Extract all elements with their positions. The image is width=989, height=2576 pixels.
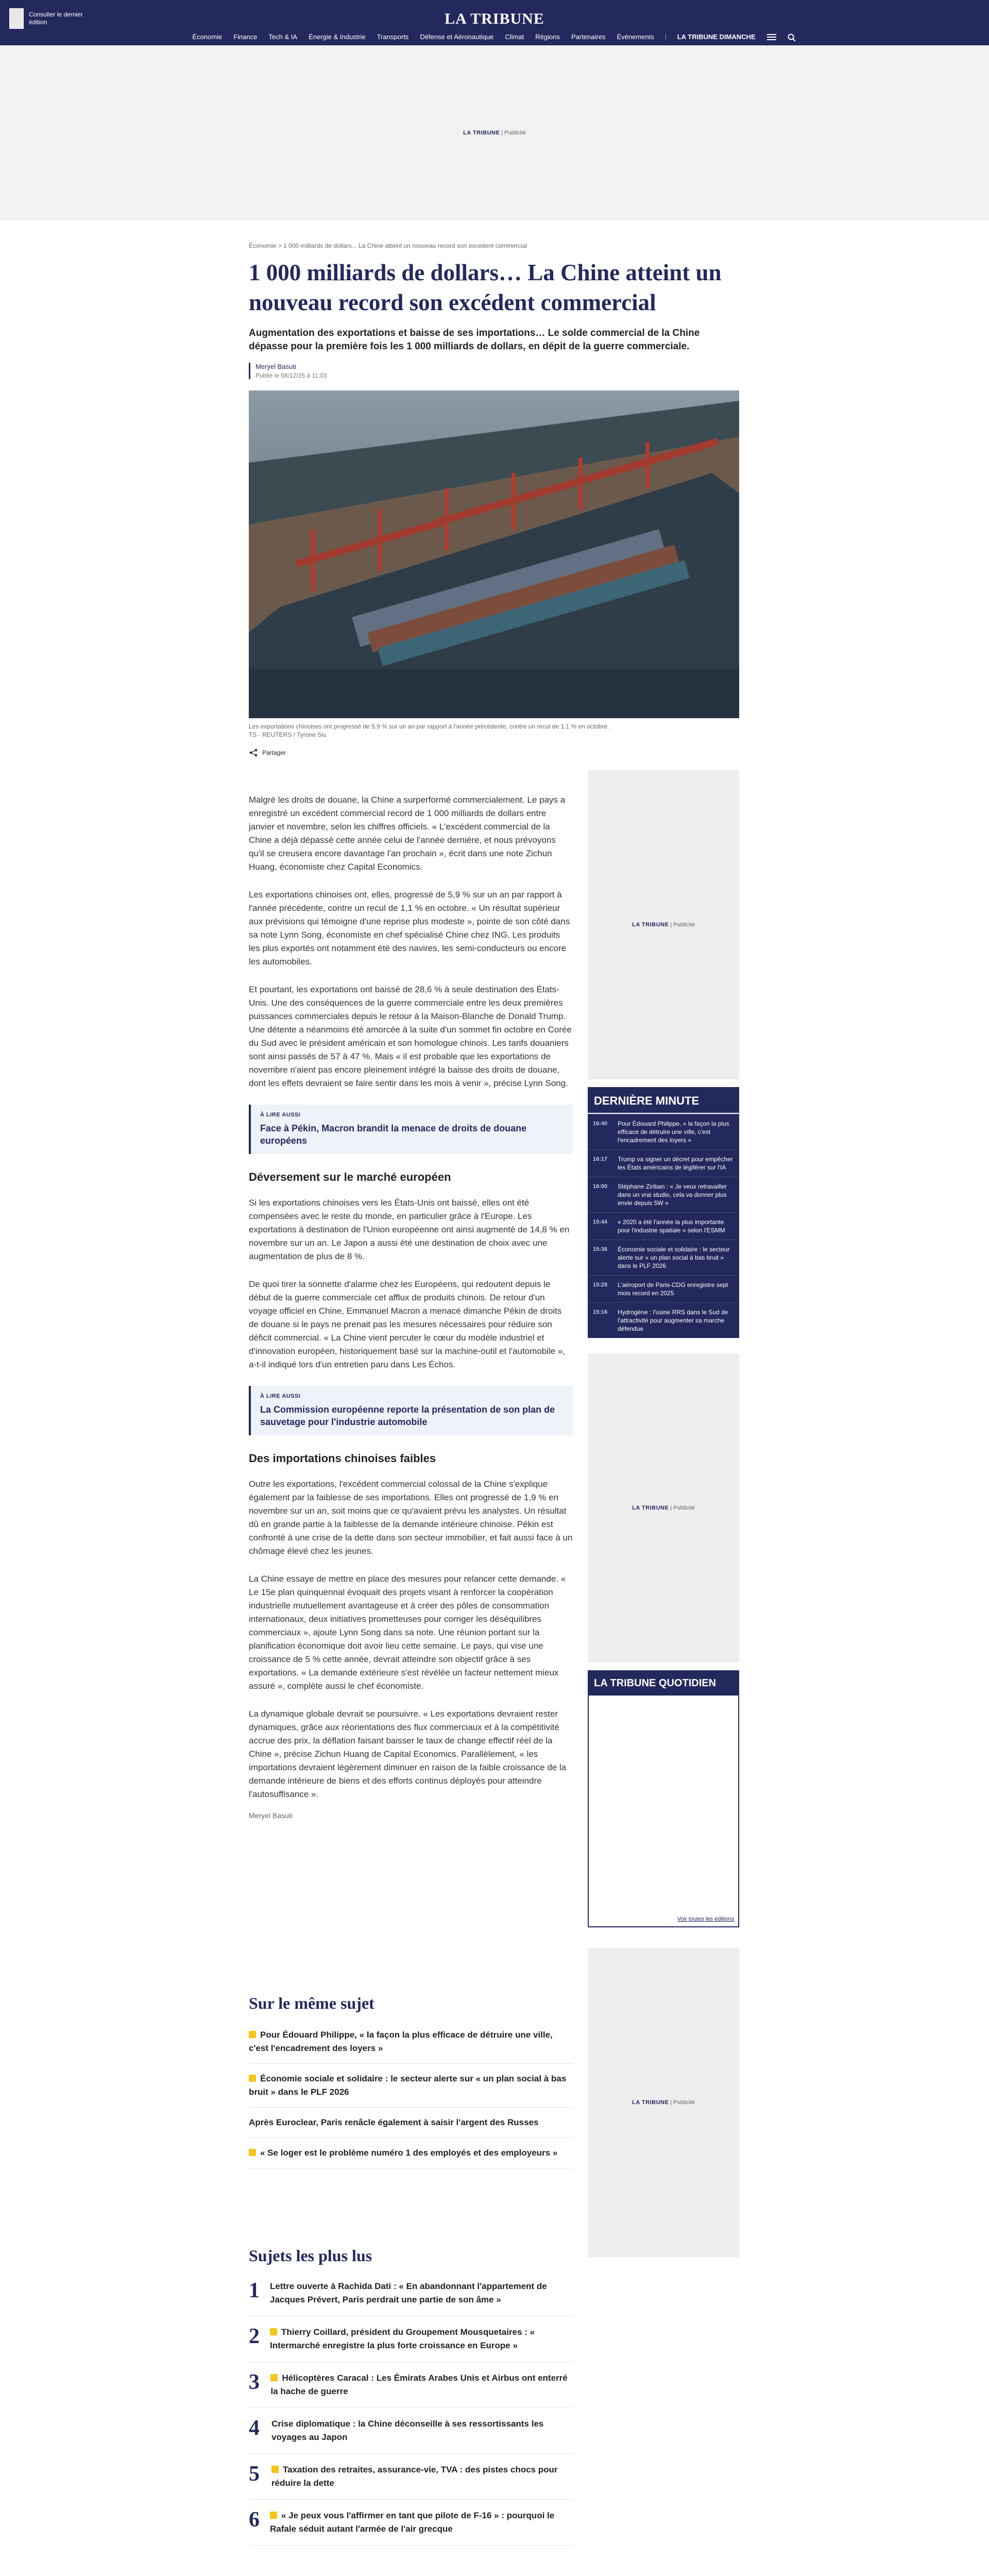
article-body (249, 793, 573, 1820)
ad-brand: LA TRIBUNE (463, 130, 500, 136)
latest-news-title: DERNIÈRE MINUTE (588, 1087, 739, 1114)
related-article[interactable] (249, 2108, 573, 2138)
latest-news-item[interactable] (588, 1212, 739, 1240)
newsletter-preview (589, 1696, 738, 1912)
ad-brand: LA TRIBUNE (632, 2099, 669, 2106)
share-label: Partager (262, 749, 286, 756)
share-icon (249, 748, 258, 757)
related-title: Sur le même sujet (249, 1994, 374, 2012)
paragraph: Outre les exportations, l'excédent commercial colossal de la Chine s'explique également par la faiblesse de ses importations. Elles ont progressé de 1,9 % en novembre sur un an, soit moins que ce qu'avaient prévu les analystes. Un résultat dû en grande partie à la faiblesse de la demande intérieure chinoise. Pékin est confronté à une crise de la dette dans son secteur immobilier, et fait aussi face à un chômage élevé chez les jeunes. (249, 1479, 573, 1556)
nav-item-5[interactable]: Défense et Aéronautique (420, 33, 494, 41)
image-caption (249, 722, 739, 739)
most-read-item[interactable] (249, 2362, 573, 2408)
rank-number: 1 (249, 2279, 260, 2302)
related-article-title[interactable]: Économie sociale et solidaire : le secteur alerte sur « un plan social à bas bruit » dans le PLF 2026 (249, 2074, 567, 2097)
nav-item-10[interactable]: LA TRIBUNE DIMANCHE (677, 33, 756, 41)
most-read-headline[interactable]: Thierry Coillard, président du Groupement Mousquetaires : « Intermarché enregistre la plus forte croissance en Europe » (270, 2327, 535, 2350)
paragraph: Malgré les droits de douane, la Chine a surperformé commercialement. Le pays a enregistré un excédent commercial record de 1 000 milliards de dollars entre janvier et novembre, selon les chiffres officiels. « L'excédent commercial de la Chine a déjà dépassé cette année celui de l'année dernière, et nous prévoyons qu'il se creusera encore davantage l'an prochain », écrit dans une note Zichun Huang, économiste chez Capital Economics. (249, 795, 566, 872)
rank-number: 5 (249, 2462, 260, 2486)
ad-brand: LA TRIBUNE (632, 922, 669, 928)
most-read-headline[interactable]: Hélicoptères Caracal : Les Émirats Arabes Unis et Airbus ont enterré la hache de guerre (270, 2373, 568, 2396)
news-time: 15:28 (593, 1282, 608, 1288)
read-also-title[interactable]: Face à Pékin, Macron brandit la menace de droits de douane européens (260, 1123, 527, 1146)
latest-news-item[interactable] (588, 1177, 739, 1212)
article-header (249, 242, 739, 757)
newsletter-panel (588, 1670, 739, 1927)
related-article[interactable] (249, 2064, 573, 2108)
section-heading: Des importations chinoises faibles (249, 1452, 436, 1465)
nav-item-7[interactable]: Régions (535, 33, 560, 41)
most-read-headline[interactable]: « Je peux vous l'affirmer en tant que pilote de F-16 » : pourquoi le Rafale séduit autant l'armée de l'air grecque (270, 2511, 555, 2534)
news-headline[interactable]: Trump va signer un décret pour empêcher les États américains de légiférer sur l'IA (618, 1156, 733, 1171)
most-read-title[interactable] (270, 2509, 573, 2536)
nav-item-2[interactable]: Tech & IA (268, 33, 298, 41)
paragraph: Si les exportations chinoises vers les États-Unis ont baissé, elles ont été compensées avec le reste du monde, en particulier grâce à l'Europe. Les exportations à destination de l'Union européenne ont ainsi augmenté de 14,8 % en novembre sur un an. Le Japon a aussi été une destination de choix avec une augmentation de plus de 8 %. (249, 1198, 570, 1261)
related-article-title[interactable]: Pour Édouard Philippe, « la façon la plus efficace de détruire une ville, c'est l'encadrement des loyers » (249, 2030, 553, 2053)
all-editions-link[interactable]: Voir toutes les éditions (677, 1916, 734, 1922)
sidebar-ad: LA TRIBUNE | Publicité (588, 770, 739, 1079)
nav-item-6[interactable]: Climat (505, 33, 524, 41)
rank-number: 2 (249, 2325, 260, 2348)
premium-badge-icon (270, 2512, 277, 2519)
related-article[interactable] (249, 2020, 573, 2064)
paragraph: La dynamique globale devrait se poursuivre. « Les exportations devraient rester dynamiques, grâce aux réorientations des flux commerciaux et à la compétitivité accrue des prix, la déflation faisant baisser le taux de change effectif réel de la Chine », précise Zichun Huang de Capital Economics. Parallèlement, « les importations devraient légèrement diminuer en raison de la faible croissance de la demande intérieure de biens et des efforts continus déployés pour atteindre l'autosuffisance ». (249, 1709, 567, 1799)
nav-item-1[interactable]: Finance (233, 33, 258, 41)
read-also-kicker: À LIRE AUSSI (260, 1112, 301, 1118)
related-article-title[interactable]: « Se loger est le problème numéro 1 des employés et des employeurs » (260, 2148, 558, 2158)
most-read-title[interactable] (270, 2326, 573, 2352)
ad-label: Publicité (673, 1505, 695, 1511)
premium-badge-icon (249, 2075, 256, 2082)
article-author-footer[interactable]: Meryel Basuti (249, 1811, 293, 1820)
ad-label: Publicité (673, 2099, 695, 2106)
premium-badge-icon (249, 2149, 256, 2156)
paragraph: De quoi tirer la sonnette d'alarme chez les Européens, qui redoutent depuis le début de la guerre commerciale cet afflux de produits chinois. De retour d'un voyage officiel en Chine, Emmanuel Macron a menacé dimanche Pékin de droits de douane si le pays ne prenait pas les mesures nécessaires pour réduire son déficit commercial. « La Chine vient percuter le cœur du modèle industriel et d'innovation européen, historiquement basé sur la machine-outil et l'automobile », a-t-il indiqué lors d'un entretien paru dans Les Échos. (249, 1279, 566, 1369)
ad-label: Publicité (673, 922, 695, 928)
sidebar-ad: LA TRIBUNE | Publicité (588, 1948, 739, 2257)
article-title: 1 000 milliards de dollars… La Chine atteint un nouveau record son excédent commercial (249, 260, 722, 315)
premium-badge-icon (249, 2031, 256, 2038)
latest-news-item[interactable] (588, 1114, 739, 1149)
site-header (0, 0, 989, 45)
newsletter-title: LA TRIBUNE QUOTIDIEN (589, 1671, 738, 1696)
related-article[interactable] (249, 2138, 573, 2168)
site-logo[interactable]: LA TRIBUNE (445, 10, 544, 27)
most-read-section (249, 2246, 573, 2546)
ad-label: Publicité (504, 130, 526, 136)
most-read-item[interactable] (249, 2454, 573, 2500)
byline (249, 363, 739, 379)
rank-number: 6 (249, 2508, 260, 2532)
hero-image (249, 391, 739, 718)
most-read-title: Sujets les plus lus (249, 2246, 372, 2265)
search-icon[interactable] (788, 33, 797, 41)
photo-credit: TS - REUTERS / Tyrone Siu (249, 731, 327, 738)
read-also-box[interactable] (249, 1386, 573, 1435)
rank-number: 4 (249, 2416, 260, 2440)
most-read-title[interactable] (270, 2371, 573, 2398)
latest-news-panel (588, 1087, 739, 1338)
most-read-title[interactable] (271, 2417, 573, 2444)
sidebar (588, 770, 739, 2257)
premium-badge-icon (270, 2328, 277, 2335)
read-also-title[interactable]: La Commission européenne reporte la présentation de son plan de sauvetage pour l'industrie automobile (260, 1404, 555, 1427)
latest-news-item[interactable] (588, 1275, 739, 1302)
news-time: 16:40 (593, 1121, 608, 1127)
author-name[interactable]: Meryel Basuti (255, 363, 296, 370)
nav-item-4[interactable]: Transports (377, 33, 409, 41)
ad-brand: LA TRIBUNE (632, 1505, 669, 1511)
nav-item-8[interactable]: Partenaires (571, 33, 606, 41)
most-read-item[interactable] (249, 2316, 573, 2362)
publish-date: Publié le 08/12/25 à 11:03 (255, 372, 327, 379)
related-article-title[interactable]: Après Euroclear, Paris renâcle également à saisir l'argent des Russes (249, 2117, 539, 2127)
share-button[interactable] (249, 748, 739, 757)
read-also-box[interactable] (249, 1105, 573, 1154)
top-ad: LA TRIBUNE | Publicité (0, 45, 989, 221)
news-headline[interactable]: « 2020 a été l'année la plus importante pour l'industrie spatiale » selon l'ESMM (618, 1218, 725, 1234)
nav-item-9[interactable]: Évènements (617, 33, 654, 41)
most-read-item[interactable] (249, 2500, 573, 2546)
news-time: 16:00 (593, 1183, 608, 1190)
premium-badge-icon (270, 2374, 278, 2381)
news-time: 15:44 (593, 1219, 608, 1225)
premium-badge-icon (271, 2466, 279, 2473)
paragraph: Et pourtant, les exportations ont baissé de 28,6 % à seule destination des États-Unis. Une des conséquences de la guerre commerciale entre les deux premières puissances commerciales depuis le retour à la Maison-Blanche de Donald Trump. Une détente a néanmoins été amorcée à la suite d'un sommet fin octobre en Corée du Sud avec le président américain et son homologue chinois. Les tarifs douaniers sont ainsi passés de 57 à 47 %. Mais « il est probable que les exportations de novembre n'aient pas encore pleinement intégré la baisse des droits de douane, dont les effets devraient se faire sentir dans les mois à venir », précise Lynn Song. (249, 985, 572, 1088)
latest-news-item[interactable] (588, 1240, 739, 1275)
most-read-headline[interactable]: Taxation des retraites, assurance-vie, TVA : des pistes chocs pour réduire la dette (271, 2465, 558, 2488)
news-headline[interactable]: Pour Édouard Philippe, « la façon la plus efficace de détruire une ville, c'est l'encadrement des loyers » (618, 1120, 729, 1144)
nav-item-0[interactable]: Économie (192, 33, 223, 41)
news-time: 15:16 (593, 1309, 608, 1315)
most-read-item[interactable] (249, 2270, 573, 2316)
news-time: 15:36 (593, 1246, 608, 1252)
latest-news-item[interactable] (588, 1149, 739, 1177)
most-read-headline[interactable]: Lettre ouverte à Rachida Dati : « En abandonnant l'appartement de Jacques Prévert, Paris perdrait une partie de son âme » (270, 2281, 547, 2304)
most-read-headline[interactable]: Crise diplomatique : la Chine déconseille à ses ressortissants les voyages au Japon (271, 2419, 544, 2442)
sidebar-ad: LA TRIBUNE | Publicité (588, 1353, 739, 1663)
edition-promo-text: Consulter le dernier édition (29, 11, 83, 26)
article-lead: Augmentation des exportations et baisse de ses importations… Le solde commercial de la Chine dépasse pour la première fois les 1 000 milliards de dollars, en dépit de la guerre commerciale. (249, 328, 700, 352)
rank-number: 3 (249, 2370, 260, 2394)
news-headline[interactable]: Stéphane Ziriban : « Je veux retravailler dans un vrai studio, cela va donner plus envie depuis 5W » (618, 1183, 727, 1207)
section-heading: Déversement sur le marché européen (249, 1171, 451, 1183)
read-also-kicker: À LIRE AUSSI (260, 1393, 301, 1399)
menu-icon[interactable] (767, 33, 776, 41)
paragraph: Les exportations chinoises ont, elles, progressé de 5,9 % sur un an par rapport à l'année précédente, contre un recul de 1,1 % en octobre. « Un résultat supérieur aux prévisions qui témoigne d'une reprise plus modeste », pointe de son côté dans sa note Lynn Song, économiste en chef spécialisé Chine chez ING. Les produits les plus exportés ont notamment été des navires, les semi-conducteurs ou encore les automobiles. (249, 890, 570, 967)
container-port-illustration (249, 391, 739, 718)
caption-text: Les exportations chinoises ont progressé de 5,9 % sur un an par rapport à l'année précédente, contre un recul de 1,1 % en octobre. (249, 723, 609, 730)
news-headline[interactable]: L'aéroport de Paris-CDG enregistre sept mois record en 2025 (618, 1281, 728, 1297)
related-section (249, 1994, 573, 2168)
most-read-title[interactable] (270, 2280, 573, 2307)
most-read-item[interactable] (249, 2408, 573, 2454)
news-headline[interactable]: Hydrogène : l'usine RRS dans le Sud de l'attractivité pour augmenter sa marche défendue (618, 1309, 728, 1332)
latest-news-item[interactable] (588, 1302, 739, 1338)
news-time: 16:17 (593, 1156, 608, 1162)
news-headline[interactable]: Économie sociale et solidaire : le secteur alerte sur « un plan social à bas bruit » dans le PLF 2026 (618, 1246, 730, 1269)
breadcrumb[interactable]: Économie > 1 000 milliards de dollars... La Chine atteint un nouveau record son excédent commercial (249, 242, 527, 249)
paragraph: La Chine essaye de mettre en place des mesures pour relancer cette demande. « Le 15e plan quinquennal évoquait des projets visant à renforcer la coopération industrielle mutuellement avantageuse et à créer des pôles de consommation internationaux, deux initiatives prometteuses pour corriger les déséquilibres commerciaux », ajoute Lynn Song dans sa note. Une réunion portant sur la planification économique doit avoir lieu cette semaine. Le pays, qui vise une croissance de 5 % cette année, devrait atteindre son objectif grâce à ses exportations. « La demande extérieure s'est révélée un facteur nettement mieux assuré », complète aussi le chef économiste. (249, 1574, 566, 1691)
most-read-title[interactable] (271, 2463, 573, 2490)
main-nav (0, 33, 989, 41)
nav-item-3[interactable]: Énergie & Industrie (309, 33, 366, 41)
